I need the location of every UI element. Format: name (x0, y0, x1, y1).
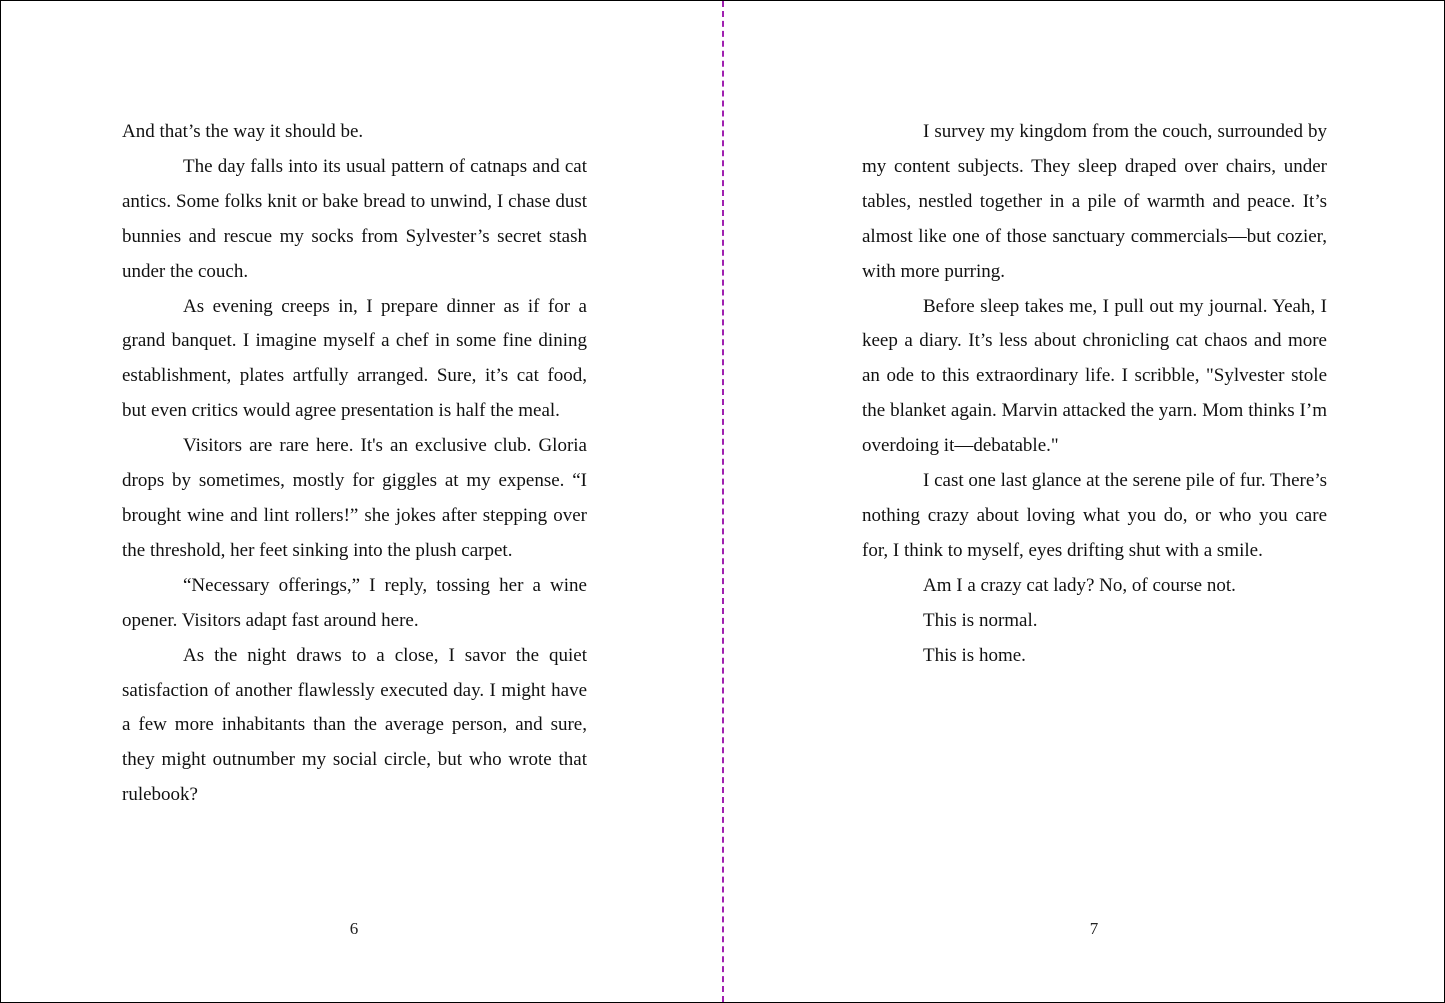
left-page (1, 1, 722, 1002)
paragraph: Visitors are rare here. It's an exclusive club. Gloria drops by sometimes, mostly for giggles at my expense. “I brought wine and lint rollers!” she jokes after stepping over the threshold, her feet sinking into the plush carpet. (122, 435, 587, 561)
paragraph: The day falls into its usual pattern of catnaps and cat antics. Some folks knit or bake bread to unwind, I chase dust bunnies and rescue my socks from Sylvester’s secret stash under the couch. (122, 155, 587, 282)
paragraph: As the night draws to a close, I savor the quiet satisfaction of another flawlessly executed day. I might have a few more inhabitants than the average person, and sure, they might outnumber my social circle, but who wrote that rulebook? (122, 644, 587, 806)
paragraph: This is normal. (923, 609, 1038, 631)
left-page-text (122, 115, 587, 813)
paragraph: As evening creeps in, I prepare dinner as if for a grand banquet. I imagine myself a chef in some fine dining establishment, plates artfully arranged. Sure, it’s cat food, but even critics would agree presentation is half the meal. (122, 295, 587, 422)
paragraph: This is home. (923, 644, 1026, 666)
page-number: 7 (1089, 919, 1099, 938)
paragraph: I survey my kingdom from the couch, surrounded by my content subjects. They sleep draped over chairs, under tables, nestled together in a pile of warmth and peace. It’s almost like one of those sanctuary commercials—but cozier, with more purring. (862, 121, 1327, 282)
paragraph: And that’s the way it should be. (122, 121, 364, 142)
paragraph: I cast one last glance at the serene pile of fur. There’s nothing crazy about loving what you do, or who you care for, I think to myself, eyes drifting shut with a smile. (862, 470, 1327, 561)
page-number: 6 (349, 919, 359, 938)
paragraph: Before sleep takes me, I pull out my journal. Yeah, I keep a diary. It’s less about chronicling cat chaos and more an ode to this extraordinary life. I scribble, "Sylvester stole the blanket again. Marvin attacked the yarn. Mom thinks I’m overdoing it—debatable." (862, 295, 1327, 457)
paragraph: “Necessary offerings,” I reply, tossing her a wine opener. Visitors adapt fast around here. (122, 574, 587, 631)
paragraph: Am I a crazy cat lady? No, of course not. (923, 574, 1236, 596)
right-page-text (862, 115, 1327, 674)
right-page (724, 1, 1445, 1002)
